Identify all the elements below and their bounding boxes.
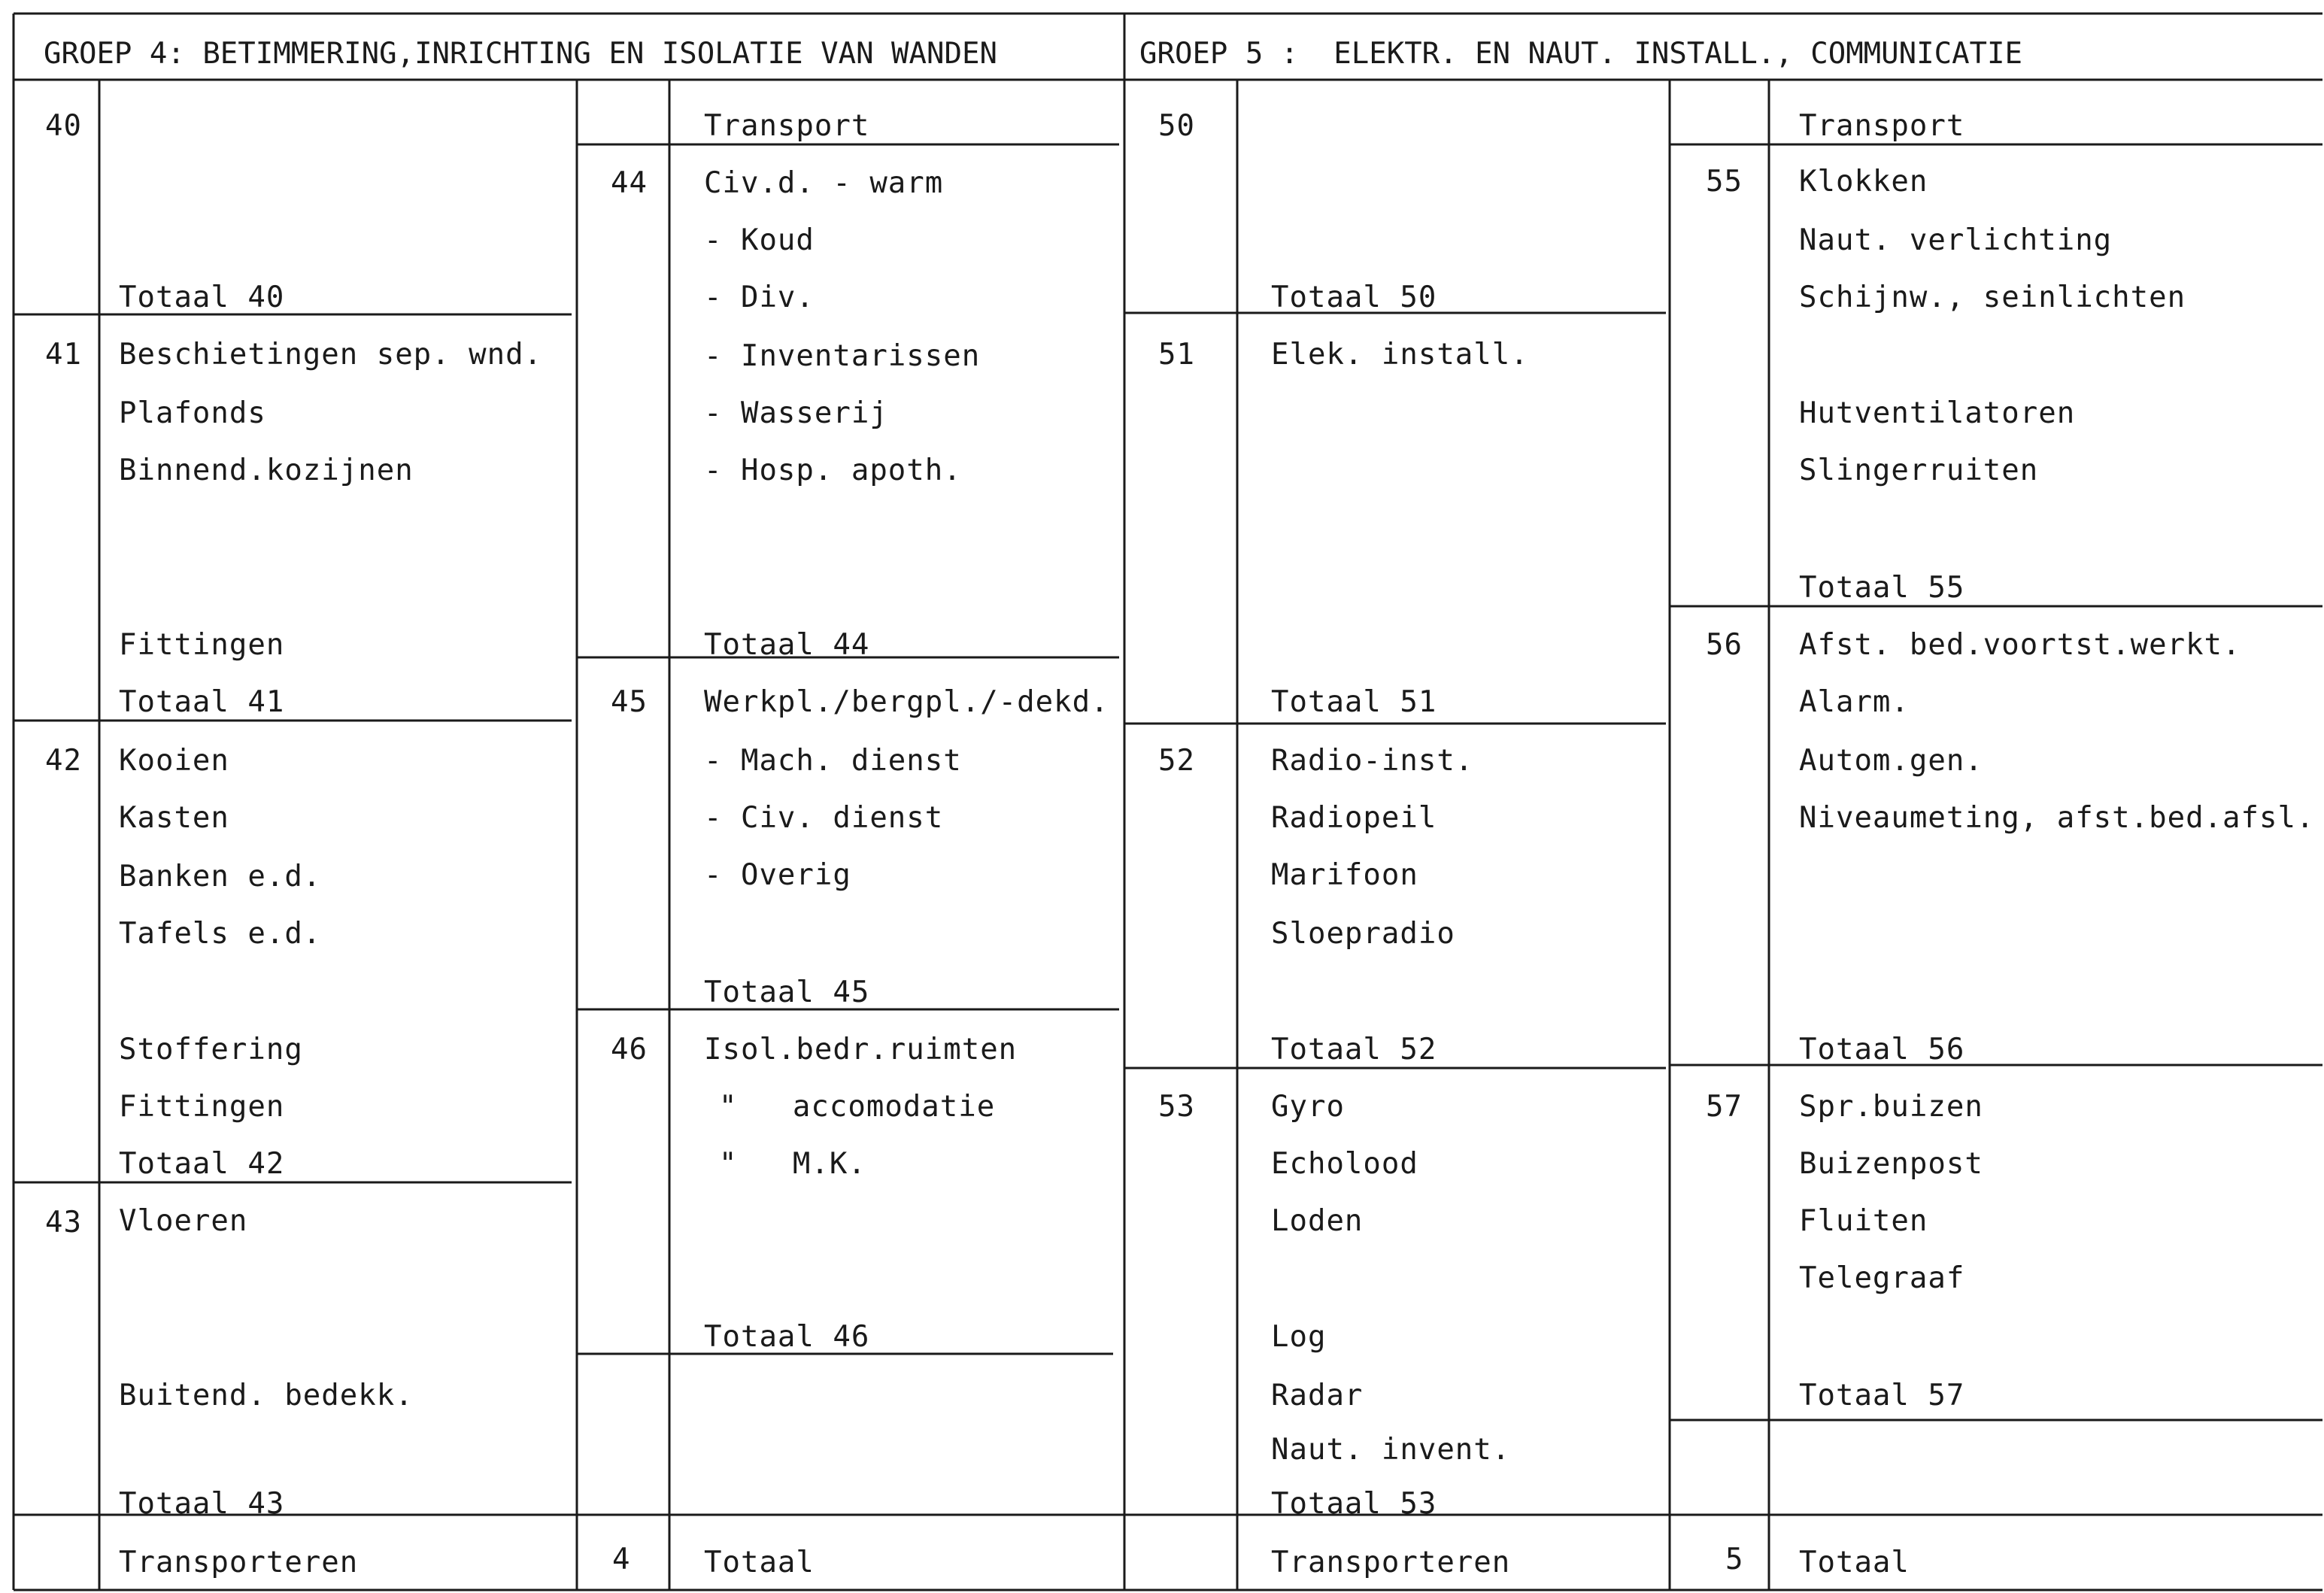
- code-52: 52: [1158, 744, 1195, 778]
- item-45-2: - Mach. dienst: [704, 744, 962, 778]
- item-45-1: Werkpl./bergpl./-dekd.: [704, 685, 1109, 719]
- total-43: Totaal 43: [119, 1487, 285, 1521]
- item-41-2: Plafonds: [119, 396, 266, 430]
- item-53-1: Gyro: [1271, 1090, 1345, 1124]
- total-52: Totaal 52: [1271, 1033, 1437, 1067]
- transporteren-4: Transporteren: [119, 1546, 359, 1579]
- code-53: 53: [1158, 1090, 1195, 1124]
- item-57-2: Buizenpost: [1799, 1147, 1983, 1181]
- total-57: Totaal 57: [1799, 1379, 1965, 1412]
- item-42-6: Fittingen: [119, 1090, 285, 1124]
- total-53: Totaal 53: [1271, 1487, 1437, 1521]
- item-53-3: Loden: [1271, 1204, 1364, 1238]
- total-41: Totaal 41: [119, 685, 285, 719]
- total-55: Totaal 55: [1799, 571, 1965, 605]
- item-46-2: " accomodatie: [719, 1090, 996, 1124]
- item-52-4: Sloepradio: [1271, 917, 1455, 951]
- item-43-1: Vloeren: [119, 1204, 248, 1238]
- total-40: Totaal 40: [119, 281, 285, 314]
- code-44: 44: [611, 166, 648, 200]
- item-52-2: Radiopeil: [1271, 801, 1437, 835]
- item-42-3: Banken e.d.: [119, 860, 322, 894]
- item-44-2: - Koud: [704, 223, 815, 257]
- item-53-6: Naut. invent.: [1271, 1433, 1511, 1467]
- item-52-3: Marifoon: [1271, 858, 1418, 892]
- item-55-4: Hutventilatoren: [1799, 396, 2076, 430]
- item-53-2: Echolood: [1271, 1147, 1418, 1181]
- code-42: 42: [45, 744, 82, 778]
- code-45: 45: [611, 685, 648, 719]
- item-44-1: Civ.d. - warm: [704, 166, 944, 200]
- item-44-3: - Div.: [704, 281, 815, 314]
- item-55-3: Schijnw., seinlichten: [1799, 281, 2186, 314]
- fittings-41: Fittingen: [119, 628, 285, 662]
- item-56-4: Niveaumeting, afst.bed.afsl.: [1799, 801, 2315, 835]
- code-50: 50: [1158, 109, 1195, 143]
- item-42-1: Kooien: [119, 744, 229, 778]
- item-42-2: Kasten: [119, 801, 229, 835]
- item-41-1: Beschietingen sep. wnd.: [119, 338, 543, 372]
- code-56: 56: [1706, 628, 1743, 662]
- item-57-3: Fluiten: [1799, 1204, 1928, 1238]
- item-51-1: Elek. install.: [1271, 338, 1529, 372]
- item-55-2: Naut. verlichting: [1799, 223, 2113, 257]
- footer-num-4: 4: [612, 1543, 631, 1576]
- item-55-1: Klokken: [1799, 165, 1928, 199]
- totaal-5: Totaal: [1799, 1546, 1910, 1579]
- item-45-4: - Overig: [704, 858, 851, 892]
- transporteren-5: Transporteren: [1271, 1546, 1511, 1579]
- item-45-3: - Civ. dienst: [704, 801, 944, 835]
- item-53-5: Radar: [1271, 1379, 1364, 1412]
- item-57-1: Spr.buizen: [1799, 1090, 1983, 1124]
- group4-header: GROEP 4: BETIMMERING,INRICHTING EN ISOLATIE VAN WANDEN: [44, 37, 997, 71]
- item-43-2: Buitend. bedekk.: [119, 1379, 414, 1412]
- item-52-1: Radio-inst.: [1271, 744, 1474, 778]
- item-56-1: Afst. bed.voortst.werkt.: [1799, 628, 2241, 662]
- group5-header: GROEP 5 : ELEKTR. EN NAUT. INSTALL., COMMUNICATIE: [1139, 37, 2022, 71]
- total-44: Totaal 44: [704, 628, 870, 662]
- item-44-6: - Hosp. apoth.: [704, 454, 962, 487]
- item-42-5: Stoffering: [119, 1033, 303, 1067]
- item-46-1: Isol.bedr.ruimten: [704, 1033, 1018, 1067]
- item-41-3: Binnend.kozijnen: [119, 454, 414, 487]
- item-53-4: Log: [1271, 1320, 1327, 1354]
- item-57-4: Telegraaf: [1799, 1261, 1965, 1295]
- transport-4: Transport: [704, 109, 870, 143]
- total-50: Totaal 50: [1271, 281, 1437, 314]
- total-45: Totaal 45: [704, 976, 870, 1009]
- total-56: Totaal 56: [1799, 1033, 1965, 1067]
- totaal-4: Totaal: [704, 1546, 815, 1579]
- item-56-2: Alarm.: [1799, 685, 1910, 719]
- item-44-5: - Wasserij: [704, 396, 888, 430]
- item-42-4: Tafels e.d.: [119, 917, 322, 951]
- code-46: 46: [611, 1033, 648, 1067]
- total-42: Totaal 42: [119, 1147, 285, 1181]
- code-55: 55: [1706, 165, 1743, 199]
- item-46-3: " M.K.: [719, 1147, 866, 1181]
- item-56-3: Autom.gen.: [1799, 744, 1983, 778]
- item-44-4: - Inventarissen: [704, 339, 981, 373]
- code-51: 51: [1158, 338, 1195, 372]
- item-55-5: Slingerruiten: [1799, 454, 2039, 487]
- footer-num-5: 5: [1725, 1543, 1744, 1576]
- code-40: 40: [45, 109, 82, 143]
- total-51: Totaal 51: [1271, 685, 1437, 719]
- total-46: Totaal 46: [704, 1320, 870, 1354]
- code-43: 43: [45, 1206, 82, 1240]
- transport-5: Transport: [1799, 109, 1965, 143]
- code-41: 41: [45, 338, 82, 372]
- code-57: 57: [1706, 1090, 1743, 1124]
